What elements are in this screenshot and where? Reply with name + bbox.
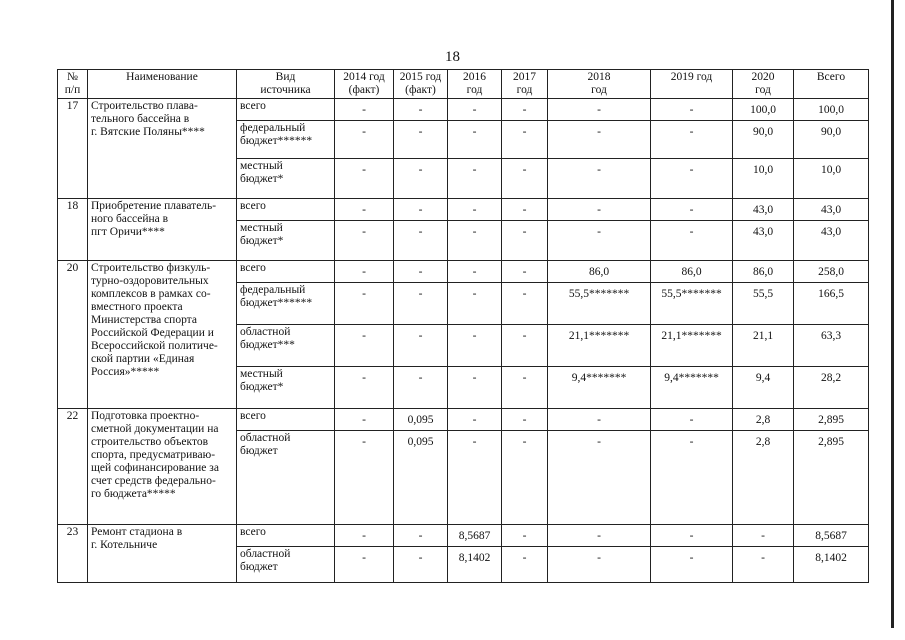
value-cell: - xyxy=(502,409,548,431)
column-header: № п/п xyxy=(58,70,88,99)
value-cell: 8,5687 xyxy=(794,525,869,547)
value-cell: 55,5******* xyxy=(651,283,733,325)
value-cell: - xyxy=(394,159,448,199)
value-cell: - xyxy=(394,547,448,583)
value-cell: - xyxy=(394,325,448,367)
value-cell: - xyxy=(502,121,548,159)
value-cell: 10,0 xyxy=(733,159,794,199)
column-header: 2014 год (факт) xyxy=(335,70,394,99)
value-cell: - xyxy=(651,547,733,583)
value-cell: 43,0 xyxy=(794,199,869,221)
column-header: 2015 год (факт) xyxy=(394,70,448,99)
source-cell: всего xyxy=(237,199,335,221)
value-cell: 166,5 xyxy=(794,283,869,325)
value-cell: - xyxy=(651,159,733,199)
budget-table xyxy=(57,69,869,583)
value-cell: - xyxy=(651,525,733,547)
source-cell: всего xyxy=(237,525,335,547)
column-header: 2019 год xyxy=(651,70,733,99)
value-cell: 2,895 xyxy=(794,431,869,525)
value-cell: - xyxy=(335,409,394,431)
value-cell: - xyxy=(335,121,394,159)
table-row xyxy=(58,409,869,431)
value-cell: - xyxy=(651,431,733,525)
value-cell: - xyxy=(394,121,448,159)
value-cell: 0,095 xyxy=(394,409,448,431)
value-cell: - xyxy=(548,199,651,221)
value-cell: 10,0 xyxy=(794,159,869,199)
value-cell: - xyxy=(448,367,502,409)
value-cell: - xyxy=(335,367,394,409)
value-cell: - xyxy=(502,431,548,525)
source-cell: областной бюджет xyxy=(237,547,335,583)
value-cell: - xyxy=(448,221,502,261)
column-header: Наименование xyxy=(88,70,237,99)
column-header: 2016 год xyxy=(448,70,502,99)
value-cell: - xyxy=(548,221,651,261)
value-cell: - xyxy=(502,159,548,199)
table-row xyxy=(58,261,869,283)
row-number-cell: 18 xyxy=(58,199,88,261)
value-cell: - xyxy=(502,367,548,409)
value-cell: - xyxy=(502,99,548,121)
value-cell: - xyxy=(502,325,548,367)
value-cell: 2,8 xyxy=(733,431,794,525)
row-number-cell: 20 xyxy=(58,261,88,409)
value-cell: - xyxy=(502,547,548,583)
value-cell: - xyxy=(394,99,448,121)
value-cell: 9,4******* xyxy=(548,367,651,409)
value-cell: - xyxy=(651,199,733,221)
value-cell: - xyxy=(651,409,733,431)
value-cell: - xyxy=(548,409,651,431)
value-cell: - xyxy=(502,221,548,261)
table-row xyxy=(58,199,869,221)
source-cell: местный бюджет* xyxy=(237,367,335,409)
value-cell: - xyxy=(335,199,394,221)
value-cell: - xyxy=(651,221,733,261)
value-cell: - xyxy=(335,325,394,367)
value-cell: 43,0 xyxy=(733,199,794,221)
value-cell: - xyxy=(448,409,502,431)
value-cell: - xyxy=(548,431,651,525)
value-cell: - xyxy=(548,121,651,159)
value-cell: - xyxy=(548,99,651,121)
value-cell: - xyxy=(335,261,394,283)
column-header: Вид источника xyxy=(237,70,335,99)
value-cell: - xyxy=(335,525,394,547)
value-cell: 86,0 xyxy=(651,261,733,283)
value-cell: - xyxy=(335,431,394,525)
value-cell: - xyxy=(335,547,394,583)
value-cell: 8,5687 xyxy=(448,525,502,547)
value-cell: - xyxy=(394,199,448,221)
value-cell: - xyxy=(394,283,448,325)
value-cell: 21,1******* xyxy=(651,325,733,367)
value-cell: 43,0 xyxy=(733,221,794,261)
value-cell: - xyxy=(394,367,448,409)
value-cell: 100,0 xyxy=(794,99,869,121)
value-cell: 55,5 xyxy=(733,283,794,325)
table-header-row xyxy=(58,70,869,99)
value-cell: 8,1402 xyxy=(794,547,869,583)
value-cell: 9,4 xyxy=(733,367,794,409)
project-name-cell: Приобретение плаватель- ного бассейна в пгт Оричи**** xyxy=(88,199,237,261)
value-cell: - xyxy=(548,525,651,547)
value-cell: 90,0 xyxy=(733,121,794,159)
source-cell: местный бюджет* xyxy=(237,221,335,261)
column-header: 2017 год xyxy=(502,70,548,99)
value-cell: - xyxy=(448,99,502,121)
value-cell: 55,5******* xyxy=(548,283,651,325)
value-cell: - xyxy=(448,261,502,283)
source-cell: федеральный бюджет****** xyxy=(237,121,335,159)
source-cell: всего xyxy=(237,409,335,431)
value-cell: 2,8 xyxy=(733,409,794,431)
page-edge-line xyxy=(891,0,894,628)
value-cell: 90,0 xyxy=(794,121,869,159)
value-cell: - xyxy=(502,525,548,547)
value-cell: - xyxy=(335,99,394,121)
value-cell: - xyxy=(335,221,394,261)
value-cell: 0,095 xyxy=(394,431,448,525)
value-cell: - xyxy=(651,99,733,121)
value-cell: - xyxy=(394,261,448,283)
value-cell: - xyxy=(448,431,502,525)
table-row xyxy=(58,525,869,547)
source-cell: федеральный бюджет****** xyxy=(237,283,335,325)
value-cell: 8,1402 xyxy=(448,547,502,583)
value-cell: - xyxy=(335,159,394,199)
value-cell: 43,0 xyxy=(794,221,869,261)
source-cell: областной бюджет xyxy=(237,431,335,525)
value-cell: 21,1 xyxy=(733,325,794,367)
project-name-cell: Подготовка проектно- сметной документации на строительство объектов спорта, предусматриваю- щей софинансирование за счет средств федерально- го бюджета***** xyxy=(88,409,237,525)
source-cell: всего xyxy=(237,99,335,121)
page-number: 18 xyxy=(445,49,460,65)
value-cell: - xyxy=(335,283,394,325)
value-cell: - xyxy=(448,199,502,221)
table-body xyxy=(58,99,869,583)
value-cell: - xyxy=(733,525,794,547)
value-cell: - xyxy=(548,547,651,583)
value-cell: 28,2 xyxy=(794,367,869,409)
value-cell: 86,0 xyxy=(733,261,794,283)
row-number-cell: 22 xyxy=(58,409,88,525)
row-number-cell: 23 xyxy=(58,525,88,583)
value-cell: - xyxy=(448,283,502,325)
value-cell: - xyxy=(548,159,651,199)
source-cell: областной бюджет*** xyxy=(237,325,335,367)
project-name-cell: Строительство физкуль- турно-оздоровительных комплексов в рамках со- вместного проекта Министерства спорта Российской Федерации и Всероссийской политиче- ской партии «Единая Россия»***** xyxy=(88,261,237,409)
value-cell: - xyxy=(394,221,448,261)
value-cell: - xyxy=(502,283,548,325)
value-cell: - xyxy=(651,121,733,159)
value-cell: - xyxy=(394,525,448,547)
value-cell: - xyxy=(502,199,548,221)
source-cell: местный бюджет* xyxy=(237,159,335,199)
source-cell: всего xyxy=(237,261,335,283)
value-cell: - xyxy=(448,121,502,159)
value-cell: 63,3 xyxy=(794,325,869,367)
row-number-cell: 17 xyxy=(58,99,88,199)
project-name-cell: Ремонт стадиона в г. Котельниче xyxy=(88,525,237,583)
value-cell: 9,4******* xyxy=(651,367,733,409)
value-cell: - xyxy=(448,159,502,199)
column-header: Всего xyxy=(794,70,869,99)
value-cell: 100,0 xyxy=(733,99,794,121)
value-cell: 86,0 xyxy=(548,261,651,283)
value-cell: - xyxy=(502,261,548,283)
value-cell: 2,895 xyxy=(794,409,869,431)
table-row xyxy=(58,99,869,121)
value-cell: - xyxy=(733,547,794,583)
value-cell: 21,1******* xyxy=(548,325,651,367)
project-name-cell: Строительство плава- тельного бассейна в г. Вятские Поляны**** xyxy=(88,99,237,199)
value-cell: - xyxy=(448,325,502,367)
column-header: 2018 год xyxy=(548,70,651,99)
value-cell: 258,0 xyxy=(794,261,869,283)
column-header: 2020 год xyxy=(733,70,794,99)
